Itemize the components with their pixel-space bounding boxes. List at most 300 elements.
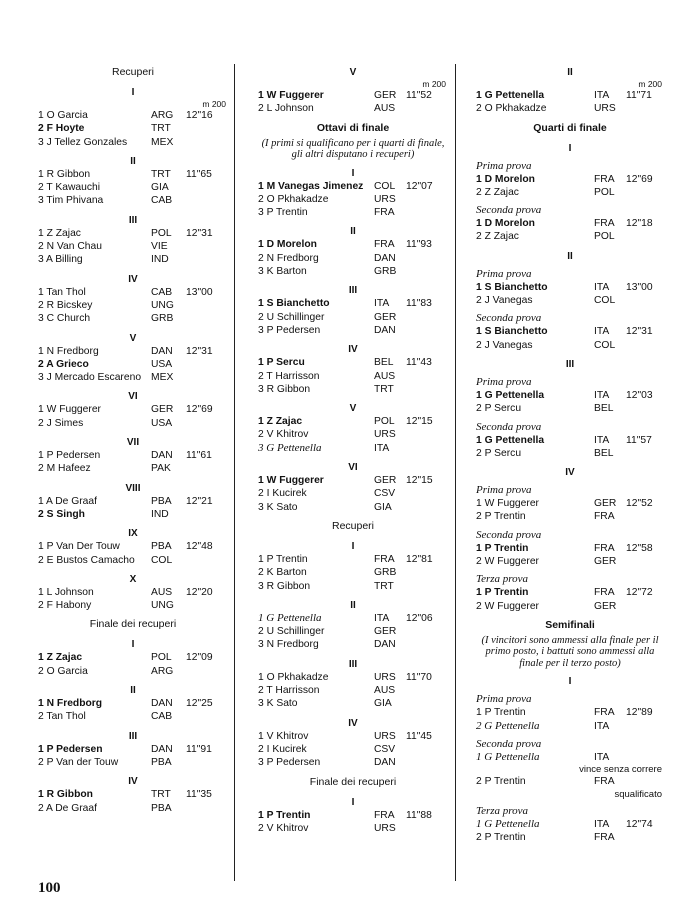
placing: 2: [476, 719, 482, 732]
placing: 1: [258, 730, 264, 742]
athlete-name: N Fredborg: [46, 698, 103, 710]
athlete-name: S Bianchetto: [484, 326, 548, 338]
nation-code: FRA: [594, 542, 615, 554]
round-heading: IV: [128, 776, 138, 788]
nation-code: UNG: [151, 299, 174, 311]
athlete-name: L Johnson: [46, 586, 94, 598]
athlete-name: W Fuggerer: [266, 475, 324, 487]
time-value: 11"52: [406, 90, 432, 101]
athlete: [476, 542, 528, 555]
athlete: [38, 599, 91, 612]
athlete-name: G Pettenella: [266, 611, 322, 624]
nation-code: FRA: [374, 207, 395, 219]
athlete: [38, 194, 103, 207]
heat-label: Prima prova: [476, 484, 532, 497]
result-row: [476, 230, 664, 243]
placing: 1: [476, 389, 482, 401]
result-row: [258, 566, 448, 579]
placing: 2: [38, 554, 44, 566]
athlete: [476, 402, 521, 415]
result-row: [258, 415, 448, 428]
round-heading: II: [350, 226, 356, 238]
athlete-name: R Gibbon: [266, 580, 311, 592]
result-row: [258, 206, 448, 219]
time-value: 12"81: [406, 553, 433, 565]
result-row: [38, 788, 228, 801]
placing: 2: [38, 358, 44, 370]
placing: 3: [258, 266, 264, 278]
athlete: [476, 173, 535, 186]
athlete: [258, 324, 320, 337]
result-row: [258, 671, 448, 684]
result-row: [38, 286, 228, 299]
placing: 3: [258, 441, 264, 454]
result-row: [258, 580, 448, 593]
placing: 1: [38, 404, 44, 416]
athlete: [258, 89, 324, 102]
nation-code: USA: [151, 358, 173, 370]
heat-label: Seconda prova: [476, 420, 542, 433]
round-heading: IX: [128, 528, 138, 540]
nation-code: GER: [374, 311, 397, 323]
time-value: 12"58: [626, 542, 653, 554]
nation-code: USA: [151, 417, 173, 429]
athlete-name: W Fuggerer: [484, 556, 539, 568]
athlete-name: F Habony: [46, 600, 92, 612]
athlete: [38, 802, 97, 815]
nation-code: FRA: [594, 707, 615, 719]
placing: 2: [258, 626, 264, 638]
athlete: [258, 501, 298, 514]
athlete: [258, 822, 308, 835]
athlete: [258, 265, 307, 278]
time-value: 11"61: [186, 450, 212, 462]
nation-code: GER: [374, 90, 397, 101]
athlete-name: G Pettenella: [484, 389, 545, 401]
result-row: [258, 180, 448, 193]
placing: 2: [38, 417, 44, 429]
placing: 1: [258, 180, 264, 192]
placing: 2: [38, 299, 44, 311]
athlete-name: I Kucirek: [266, 743, 307, 755]
athlete-name: Z Zajac: [46, 227, 81, 239]
athlete-name: P Pedersen: [46, 450, 101, 462]
time-value: 12"31: [626, 326, 653, 338]
athlete: [38, 345, 99, 358]
athlete-name: P Pedersen: [46, 743, 103, 755]
placing: 1: [38, 698, 44, 710]
result-row: [38, 417, 228, 430]
placing: 1: [476, 498, 482, 510]
result-remark: [476, 789, 664, 800]
placing: 2: [476, 511, 482, 523]
section-heading: Finale dei recuperi: [309, 775, 397, 788]
athlete-name: D Morelon: [484, 218, 535, 230]
result-row: [476, 818, 664, 831]
athlete-name: V Khitrov: [266, 429, 309, 441]
placing: 2: [38, 182, 44, 194]
round-heading: I: [131, 639, 135, 651]
athlete-name: Z Zajac: [46, 652, 83, 664]
athlete: [38, 554, 135, 567]
athlete: [258, 415, 302, 428]
time-value: 13"00: [186, 286, 213, 298]
nation-code: GRB: [374, 266, 397, 278]
athlete: [476, 831, 526, 844]
placing: 2: [258, 685, 264, 697]
nation-code: ITA: [594, 752, 610, 764]
athlete: [476, 186, 519, 199]
placing: 3: [38, 372, 44, 384]
athlete-name: T Harrisson: [266, 370, 320, 382]
athlete: [38, 122, 84, 135]
result-row: [258, 612, 448, 625]
placing: 2: [38, 241, 44, 253]
athlete: [38, 299, 92, 312]
nation-code: TRT: [374, 580, 394, 592]
athlete: [38, 240, 102, 253]
athlete-name: L Johnson: [266, 103, 314, 115]
nation-code: FRA: [594, 511, 615, 523]
result-row: [38, 403, 228, 416]
result-row: [38, 599, 228, 612]
athlete-name: K Barton: [266, 567, 307, 579]
result-remark-text: vince senza correre: [579, 764, 662, 776]
result-row: [38, 710, 228, 723]
placing: 2: [38, 600, 44, 612]
athlete: [476, 510, 526, 523]
athlete: [38, 788, 93, 801]
placing: 3: [258, 207, 264, 219]
round-heading: III: [128, 214, 138, 226]
result-row: [258, 383, 448, 396]
athlete-name: S Bianchetto: [484, 281, 548, 293]
round-heading: II: [130, 155, 136, 167]
result-row: [258, 265, 448, 278]
nation-code: URS: [374, 730, 396, 742]
placing: 1: [38, 789, 44, 801]
nation-code: FRA: [594, 218, 615, 230]
athlete: [258, 612, 322, 625]
placing: 3: [258, 324, 264, 336]
nation-code: IND: [151, 254, 169, 266]
athlete: [258, 625, 324, 638]
placing: 1: [38, 495, 44, 507]
result-row: [476, 447, 664, 460]
placing: 2: [476, 556, 482, 568]
athlete: [38, 417, 83, 430]
athlete: [258, 180, 363, 193]
athlete-name: G Pettenella: [484, 817, 540, 830]
athlete: [258, 553, 308, 566]
heat-label: Seconda prova: [476, 204, 542, 217]
result-row: [38, 345, 228, 358]
athlete: [38, 286, 86, 299]
placing: 3: [38, 313, 44, 325]
distance-unit: m 200: [202, 99, 226, 109]
result-row: [258, 501, 448, 514]
nation-code: POL: [151, 652, 172, 664]
placing: 2: [258, 567, 264, 579]
placing: 2: [258, 743, 264, 755]
nation-code: GER: [151, 404, 174, 416]
athlete-name: U Schillinger: [266, 626, 325, 638]
athlete: [476, 818, 540, 831]
athlete-name: N Fredborg: [266, 252, 319, 264]
result-row: [258, 89, 448, 102]
athlete: [476, 281, 548, 294]
athlete-name: N Fredborg: [46, 345, 99, 357]
athlete: [38, 449, 100, 462]
result-row: [38, 651, 228, 664]
placing: 2: [38, 711, 44, 723]
result-row: [258, 193, 448, 206]
placing: 1: [38, 586, 44, 598]
result-row: [38, 756, 228, 769]
athlete-name: D Morelon: [266, 239, 317, 251]
athlete-name: V Khitrov: [266, 822, 309, 834]
athlete-name: P Trentin: [484, 511, 526, 523]
athlete-name: A Grieco: [46, 358, 89, 370]
placing: 1: [476, 434, 482, 446]
athlete: [258, 356, 305, 369]
result-row: [38, 449, 228, 462]
result-row: [258, 638, 448, 651]
athlete: [476, 325, 548, 338]
nation-code: CSV: [374, 488, 396, 500]
athlete: [38, 462, 91, 475]
athlete-name: R Gibbon: [46, 789, 93, 801]
athlete-name: W Fuggerer: [484, 498, 539, 510]
nation-code: ITA: [374, 298, 390, 310]
nation-code: POL: [151, 227, 172, 239]
placing: 1: [38, 743, 44, 755]
athlete-name: A Billing: [46, 254, 83, 266]
nation-code: GER: [374, 475, 397, 487]
placing: 2: [38, 802, 44, 814]
nation-code: COL: [594, 339, 616, 351]
heat-label: Terza prova: [476, 573, 529, 586]
nation-code: GIA: [374, 501, 392, 513]
result-row: [38, 802, 228, 815]
athlete: [38, 743, 103, 756]
placing: 3: [38, 136, 44, 148]
time-value: 11"83: [406, 298, 432, 310]
athlete-name: M Vanegas Jimenez: [266, 180, 364, 192]
result-row: [476, 775, 664, 788]
time-value: 11"45: [406, 730, 432, 742]
result-row: [476, 720, 664, 733]
nation-code: BEL: [374, 357, 394, 369]
placing: 2: [476, 103, 482, 115]
athlete-name: P Trentin: [484, 776, 526, 788]
nation-code: GER: [594, 600, 617, 612]
nation-code: MEX: [151, 372, 174, 384]
column-divider: [234, 64, 235, 881]
time-value: 12"48: [186, 541, 213, 553]
time-value: 12"25: [186, 698, 213, 710]
athlete: [258, 428, 308, 441]
result-row: [258, 428, 448, 441]
time-value: 13"00: [626, 281, 653, 293]
placing: 1: [38, 541, 44, 553]
athlete-name: P Trentin: [484, 587, 529, 599]
athlete-name: R Gibbon: [266, 383, 311, 395]
athlete: [38, 312, 90, 325]
nation-code: IND: [151, 508, 169, 520]
time-value: 12"31: [186, 227, 213, 239]
athlete: [476, 497, 539, 510]
result-row: [38, 697, 228, 710]
placing: 2: [258, 488, 264, 500]
nation-code: POL: [374, 416, 395, 428]
athlete: [258, 487, 307, 500]
athlete: [258, 442, 322, 455]
result-row: [258, 102, 448, 115]
athlete: [38, 227, 81, 240]
result-row: [476, 510, 664, 523]
placing: 3: [258, 698, 264, 710]
result-row: [258, 311, 448, 324]
heat-label: Seconda prova: [476, 528, 542, 541]
athlete: [476, 447, 521, 460]
placing: 1: [476, 281, 482, 293]
time-value: 12"31: [186, 345, 213, 357]
time-value: 12"18: [626, 218, 653, 230]
athlete: [258, 756, 320, 769]
nation-code: DAN: [374, 757, 396, 769]
result-row: [476, 281, 664, 294]
placing: 3: [258, 501, 264, 513]
time-value: 11"70: [406, 671, 432, 683]
placing: 2: [476, 776, 482, 788]
section-heading: Ottavi di finale: [316, 121, 390, 134]
section-heading: Quarti di finale: [533, 121, 607, 134]
result-row: [258, 730, 448, 743]
nation-code: URS: [374, 429, 396, 441]
nation-code: GER: [374, 626, 397, 638]
nation-code: CAB: [151, 286, 173, 298]
placing: 1: [258, 809, 264, 821]
nation-code: POL: [594, 231, 615, 243]
athlete-name: Z Zajac: [484, 186, 519, 198]
result-row: [476, 339, 664, 352]
athlete-name: T Harrisson: [266, 685, 320, 697]
placing: 1: [38, 168, 44, 180]
placing: 2: [38, 463, 44, 475]
qualification-note: (I vincitori sono ammessi alla finale per il primo posto, i battuti sono ammessi alla finale per il terzo posto): [481, 634, 659, 669]
athlete: [258, 102, 314, 115]
placing: 3: [258, 757, 264, 769]
round-heading: II: [130, 685, 136, 697]
result-row: [38, 665, 228, 678]
athlete: [476, 751, 540, 764]
section-heading: Recuperi: [111, 66, 155, 78]
time-value: 11"71: [626, 90, 652, 101]
placing: 1: [476, 173, 482, 185]
athlete-name: G Pettenella: [266, 441, 322, 454]
athlete-name: V Khitrov: [266, 730, 309, 742]
placing: 2: [258, 252, 264, 264]
placing: 2: [258, 822, 264, 834]
athlete-name: M Hafeez: [46, 463, 91, 475]
nation-code: DAN: [374, 252, 396, 264]
result-row: [38, 358, 228, 371]
nation-code: DAN: [151, 698, 173, 710]
placing: 3: [38, 254, 44, 266]
result-row: [258, 474, 448, 487]
athlete-name: J Mercado Escareno: [46, 372, 142, 384]
result-row: [38, 168, 228, 181]
nation-code: ITA: [374, 612, 390, 624]
athlete: [258, 193, 328, 206]
nation-code: ITA: [594, 326, 610, 338]
athlete-name: A De Graaf: [46, 802, 97, 814]
round-heading: III: [348, 658, 358, 670]
time-value: 12"69: [186, 404, 213, 416]
athlete-name: D Morelon: [484, 173, 535, 185]
result-row: [476, 402, 664, 415]
heat-label: Prima prova: [476, 375, 532, 388]
athlete: [476, 706, 526, 719]
placing: 2: [258, 429, 264, 441]
result-row: [38, 371, 228, 384]
time-value: 11"57: [626, 434, 652, 446]
result-row: [476, 706, 664, 719]
athlete-name: S Singh: [46, 508, 85, 520]
nation-code: URS: [374, 822, 396, 834]
nation-code: ITA: [594, 90, 610, 101]
result-row: [38, 312, 228, 325]
result-row: [476, 600, 664, 613]
result-row: [38, 586, 228, 599]
result-row: [258, 238, 448, 251]
result-row: [258, 442, 448, 455]
athlete-name: T Kawauchi: [46, 182, 101, 194]
time-value: 12"52: [626, 498, 653, 510]
nation-code: FRA: [594, 776, 615, 788]
placing: 2: [258, 103, 264, 115]
placing: 1: [38, 110, 44, 121]
round-heading: V: [349, 403, 357, 415]
placing: 1: [476, 587, 482, 599]
placing: 2: [38, 756, 44, 768]
time-value: 11"88: [406, 809, 432, 821]
athlete-name: O Pkhakadze: [266, 671, 329, 683]
athlete-name: P Van der Touw: [46, 756, 119, 768]
athlete: [38, 253, 83, 266]
heat-label: Seconda prova: [476, 312, 542, 325]
result-row: [258, 743, 448, 756]
placing: 2: [476, 600, 482, 612]
section-heading: Finale dei recuperi: [89, 618, 177, 631]
result-row: [258, 324, 448, 337]
time-value: 12"20: [186, 586, 213, 598]
placing: 2: [476, 186, 482, 198]
athlete-name: Tan Thol: [46, 711, 86, 723]
athlete-name: G Pettenella: [484, 751, 540, 764]
athlete: [476, 775, 526, 788]
athlete: [38, 651, 82, 664]
athlete: [38, 586, 94, 599]
nation-code: TRT: [151, 123, 171, 135]
result-row: [476, 217, 664, 230]
heat-label: Terza prova: [476, 804, 529, 817]
athlete: [476, 102, 546, 115]
nation-code: DAN: [151, 450, 173, 462]
athlete-name: J Tellez Gonzales: [46, 136, 128, 148]
round-heading: X: [129, 573, 137, 585]
